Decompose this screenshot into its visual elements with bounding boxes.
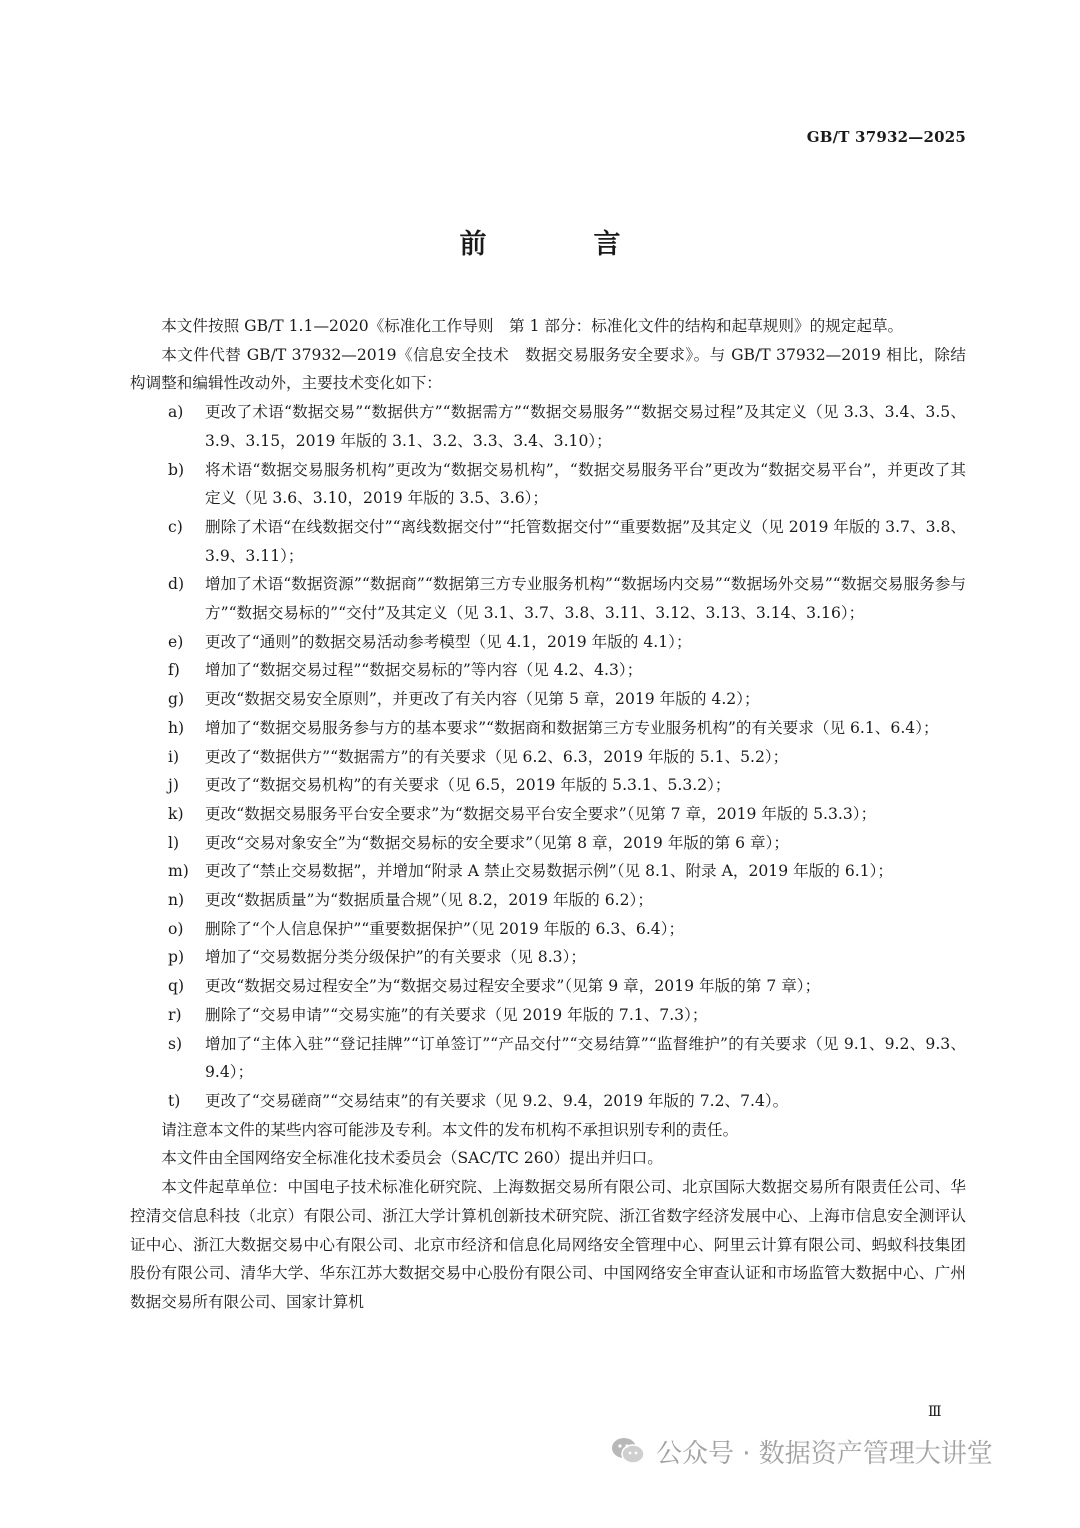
list-item — [130, 456, 966, 513]
item-label: d) — [168, 575, 185, 594]
item-label: k) — [168, 804, 184, 823]
paragraph: 本文件按照 GB/T 1.1—2020《标准化工作导则 第 1 部分：标准化文件的结构和起草规则》的规定起草。 — [161, 317, 904, 335]
changes-list — [130, 398, 966, 1116]
item-text: 更改“数据质量”为“数据质量合规”（见 8.2，2019 年版的 6.2）； — [205, 891, 653, 910]
item-text: 增加了“数据交易服务参与方的基本要求”“数据商和数据第三方专业服务机构”的有关要求（见 6.1、6.4）； — [205, 718, 939, 737]
list-item — [130, 570, 966, 627]
list-item — [130, 398, 966, 455]
page-number: Ⅲ — [928, 1404, 942, 1420]
list-item — [130, 685, 966, 714]
paragraph: 本文件代替 GB/T 37932—2019《信息安全技术 数据交易服务安全要求》。与 GB/T 37932—2019 相比，除结构调整和编辑性改动外，主要技术变化如下： — [130, 345, 966, 393]
item-text: 增加了“交易数据分类分级保护”的有关要求（见 8.3）； — [205, 948, 586, 967]
list-item — [130, 714, 966, 743]
list-item — [130, 513, 966, 570]
list-item — [130, 886, 966, 915]
item-label: e) — [168, 632, 184, 651]
item-label: c) — [168, 517, 183, 536]
item-label: l) — [168, 833, 180, 852]
list-item — [130, 743, 966, 772]
item-text: 更改了“数据供方”“数据需方”的有关要求（见 6.2、6.3，2019 年版的 5.1、5.2）； — [205, 747, 789, 766]
paragraph: 请注意本文件的某些内容可能涉及专利。本文件的发布机构不承担识别专利的责任。 — [161, 1120, 739, 1139]
item-text: 更改了“数据交易机构”的有关要求（见 6.5，2019 年版的 5.3.1、5.3.2）； — [205, 776, 731, 795]
item-label: b) — [168, 460, 185, 479]
watermark-text: 公众号 · 数据资产管理大讲堂 — [656, 1438, 993, 1469]
item-label: o) — [168, 919, 184, 938]
item-text: 增加了术语“数据资源”“数据商”“数据第三方专业服务机构”“数据场内交易”“数据场外交易”“数据交易服务参与方”“数据交易标的”“交付”及其定义（见 3.1、3.7、3.8、3.11、3.12、3.13、3.14、3.16）； — [205, 575, 966, 623]
item-label: f) — [168, 661, 180, 680]
item-text: 更改“交易对象安全”为“数据交易标的安全要求”（见第 8 章，2019 年版的第 6 章）； — [205, 833, 790, 852]
list-item — [130, 1030, 966, 1087]
item-text: 删除了“交易申请”“交易实施”的有关要求（见 2019 年版的 7.1、7.3）； — [205, 1005, 708, 1024]
item-text: 删除了“个人信息保护”“重要数据保护”（见 2019 年版的 6.3、6.4）； — [205, 919, 685, 938]
item-text: 更改了“禁止交易数据”，并增加“附录 A 禁止交易数据示例”（见 8.1、附录 A，2019 年版的 6.1）； — [205, 862, 894, 881]
item-label: a) — [168, 403, 184, 422]
item-label: t) — [168, 1091, 181, 1110]
paragraph: 本文件起草单位：中国电子技术标准化研究院、上海数据交易所有限公司、北京国际大数据交易所有限责任公司、华控清交信息科技（北京）有限公司、浙江大学计算机创新技术研究院、浙江省数字经济发展中心、上海市信息安全测评认证中心、浙江大数据交易中心有限公司、北京市经济和信息化局网络安全管理中心、阿里云计算有限公司、蚂蚁科技集团股份有限公司、清华大学、华东江苏大数据交易中心股份有限公司、中国网络安全审查认证和市场监管大数据中心、广州数据交易所有限公司、国家计算机 — [130, 1178, 966, 1311]
list-item — [130, 1001, 966, 1030]
item-text: 将术语“数据交易服务机构”更改为“数据交易机构”，“数据交易服务平台”更改为“数据交易平台”，并更改了其定义（见 3.6、3.10，2019 年版的 3.5、3.6）； — [205, 460, 966, 508]
wechat-icon — [610, 1436, 646, 1466]
item-label: p) — [168, 948, 185, 967]
list-item — [130, 1087, 966, 1116]
item-text: 增加了“数据交易过程”“数据交易标的”等内容（见 4.2、4.3）； — [205, 661, 643, 680]
item-label: j) — [168, 776, 179, 795]
item-text: 更改了“通则”的数据交易活动参考模型（见 4.1，2019 年版的 4.1）； — [205, 632, 692, 651]
item-text: 更改“数据交易安全原则”，并更改了有关内容（见第 5 章，2019 年版的 4.2）； — [205, 690, 760, 709]
list-item — [130, 771, 966, 800]
item-label: m) — [168, 862, 189, 881]
item-text: 更改了术语“数据交易”“数据供方”“数据需方”“数据交易服务”“数据交易过程”及其定义（见 3.3、3.4、3.5、3.9、3.15，2019 年版的 3.1、3.2、3.3、3.4、3.10）； — [205, 403, 966, 450]
item-label: i) — [168, 747, 180, 766]
item-text: 更改“数据交易过程安全”为“数据交易过程安全要求”（见第 9 章，2019 年版的第 7 章）； — [205, 977, 821, 996]
standard-code: GB/T 37932—2025 — [806, 128, 966, 146]
item-text: 增加了“主体入驻”“登记挂牌”“订单签订”“产品交付”“交易结算”“监督维护”的有关要求（见 9.1、9.2、9.3、9.4）； — [205, 1034, 966, 1082]
item-label: n) — [168, 891, 185, 910]
item-label: r) — [168, 1005, 182, 1024]
list-item — [130, 829, 966, 858]
list-item — [130, 915, 966, 944]
list-item — [130, 628, 966, 657]
item-text: 更改“数据交易服务平台安全要求”为“数据交易平台安全要求”（见第 7 章，2019 年版的 5.3.3）； — [205, 804, 877, 823]
item-text: 删除了术语“在线数据交付”“离线数据交付”“托管数据交付”“重要数据”及其定义（见 2019 年版的 3.7、3.8、3.9、3.11）； — [205, 517, 966, 565]
paragraph: 本文件由全国网络安全标准化技术委员会（SAC/TC 260）提出并归口。 — [161, 1149, 663, 1168]
list-item — [130, 972, 966, 1001]
item-label: h) — [168, 718, 185, 737]
list-item — [130, 656, 966, 685]
item-text: 更改了“交易磋商”“交易结束”的有关要求（见 9.2、9.4，2019 年版的 7.2、7.4）。 — [205, 1091, 789, 1110]
document-body — [130, 312, 966, 1317]
item-label: s) — [168, 1034, 183, 1053]
list-item — [130, 857, 966, 886]
item-label: g) — [168, 690, 185, 709]
list-item — [130, 943, 966, 972]
list-item — [130, 800, 966, 829]
page-title: 前 言 — [459, 229, 661, 260]
watermark — [610, 1431, 993, 1471]
item-label: q) — [168, 977, 185, 996]
